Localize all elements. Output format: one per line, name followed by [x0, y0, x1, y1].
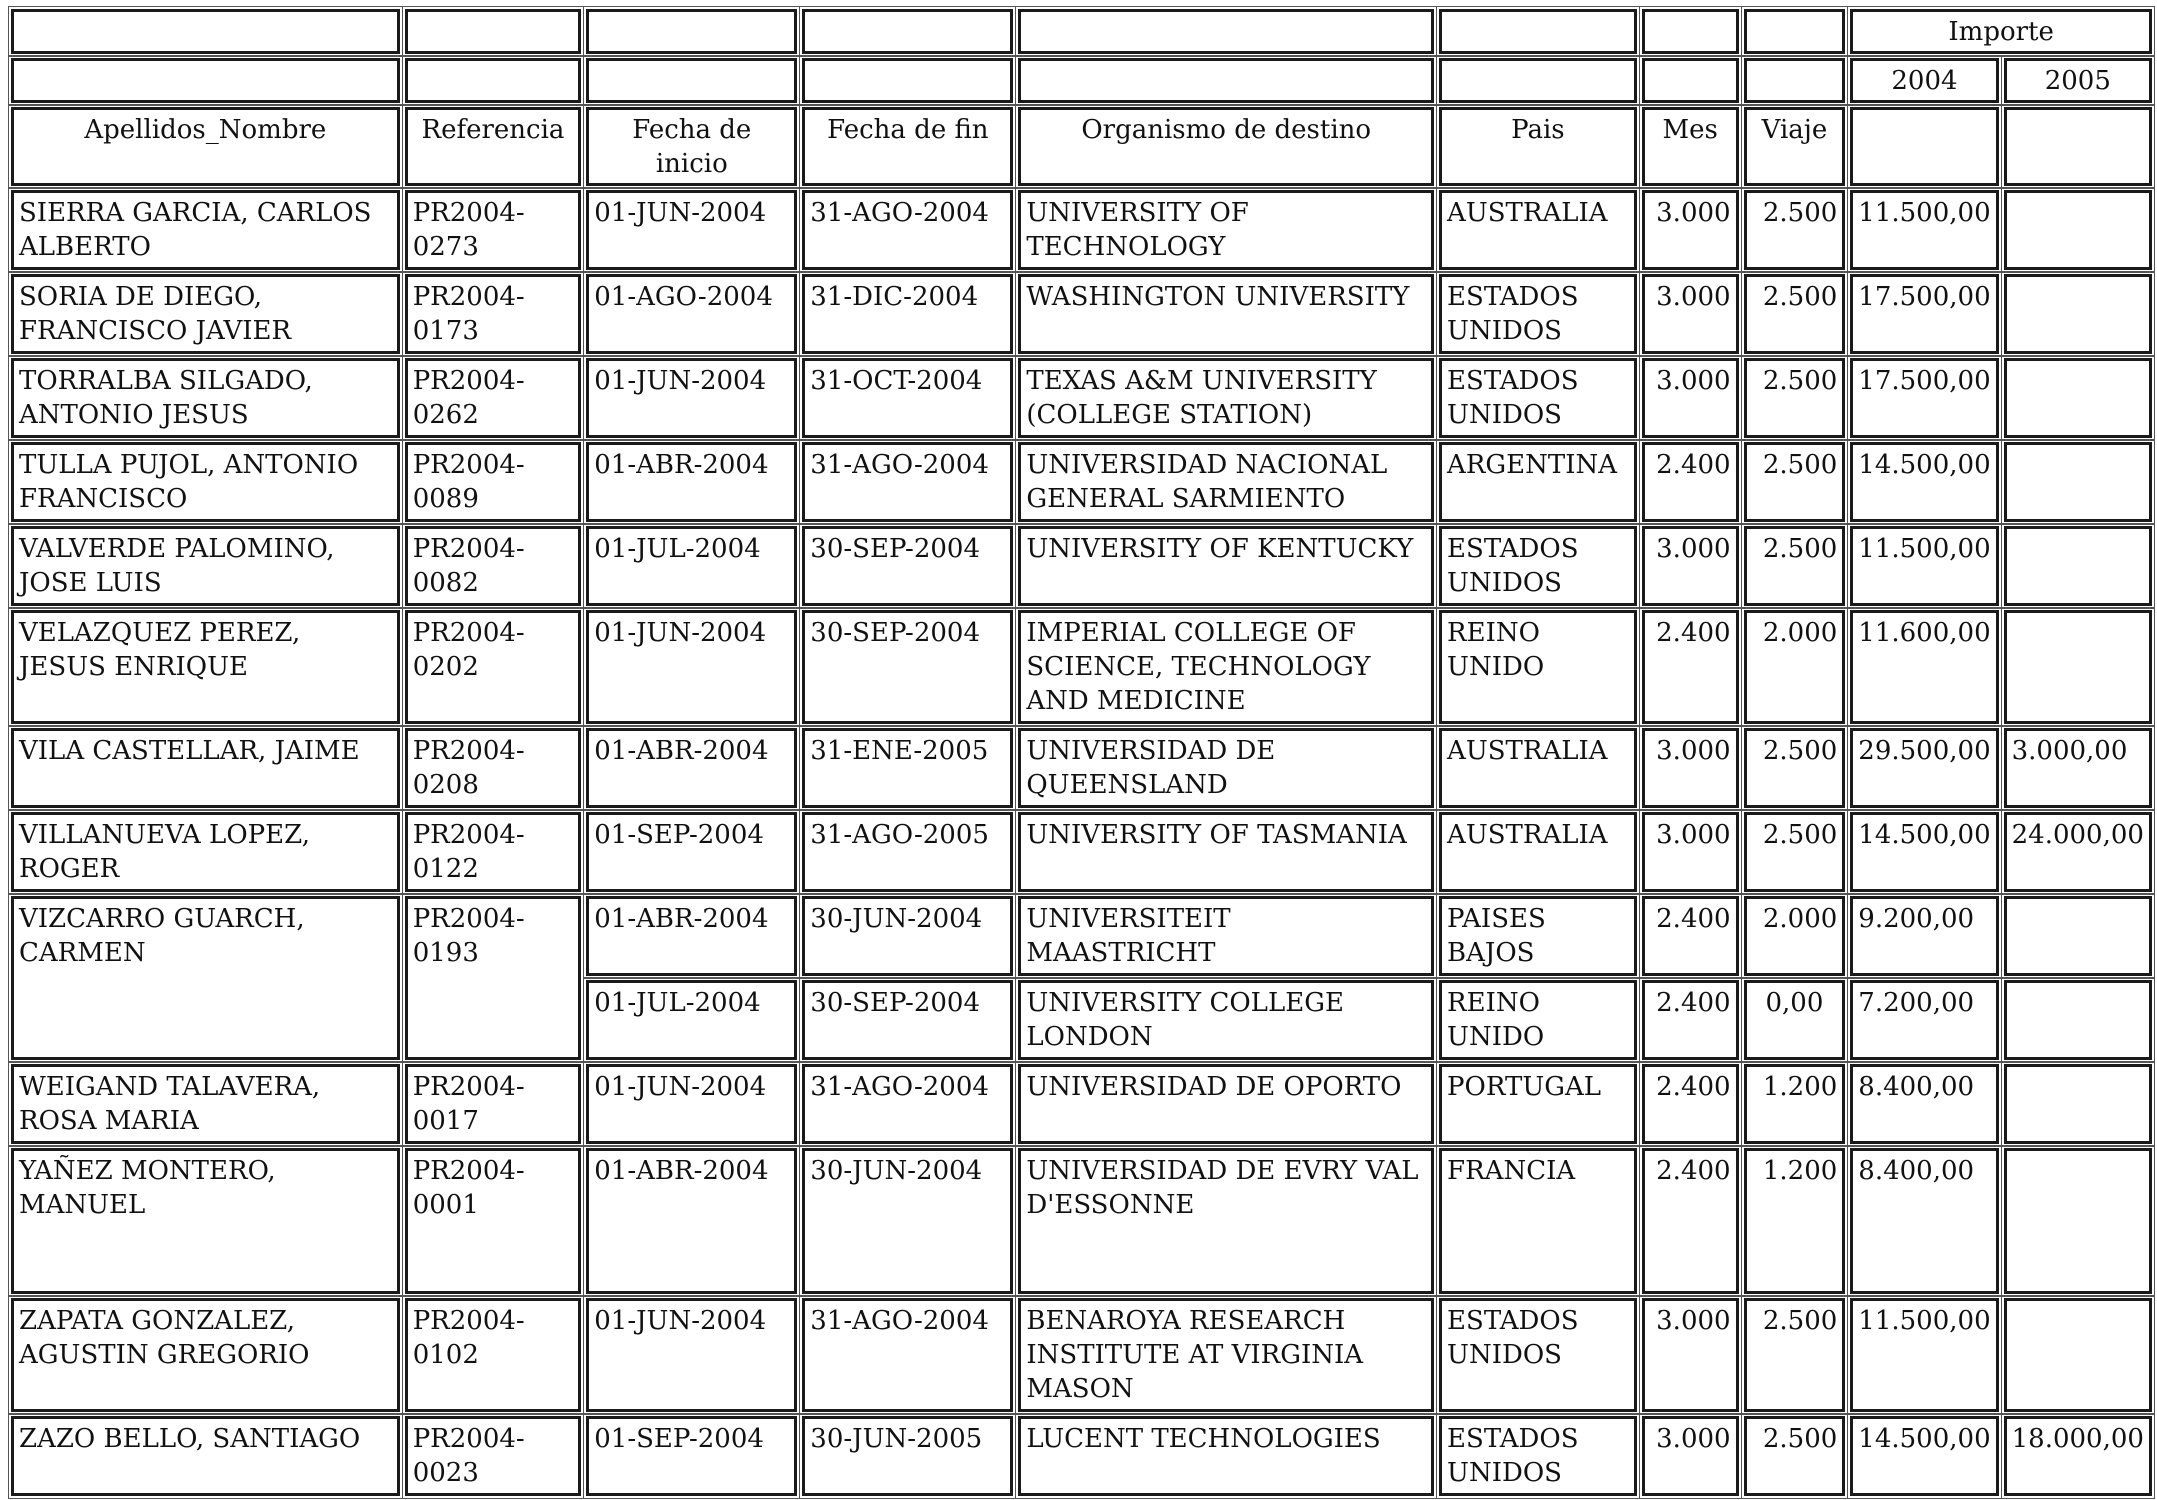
- cell-org: UNIVERSITY OF KENTUCKY: [1018, 526, 1434, 606]
- cell-mes: 3.000: [1642, 358, 1739, 438]
- cell-start: 01-JUL-2004: [586, 980, 797, 1060]
- cell-country: REINO UNIDO: [1439, 610, 1637, 724]
- cell-ref: PR2004-0082: [405, 526, 582, 606]
- cell-mes: 3.000: [1642, 812, 1739, 892]
- cell-ref: PR2004-0273: [405, 190, 582, 270]
- cell-ref: PR2004-0089: [405, 442, 582, 522]
- cell-name: TORRALBA SILGADO, ANTONIO JESUS: [11, 358, 400, 438]
- cell-viaje: 2.500: [1744, 526, 1846, 606]
- cell-start: 01-JUL-2004: [586, 526, 797, 606]
- empty-cell: [1439, 9, 1637, 54]
- cell-imp2005: [2004, 610, 2152, 724]
- cell-end: 30-JUN-2004: [802, 896, 1013, 976]
- cell-imp2005: [2004, 896, 2152, 976]
- cell-org: UNIVERSIDAD DE EVRY VAL D'ESSONNE: [1018, 1148, 1434, 1294]
- empty-cell: [802, 58, 1013, 103]
- cell-imp2004: 14.500,00: [1850, 812, 1998, 892]
- empty-cell: [11, 58, 400, 103]
- table-row: [11, 610, 2152, 724]
- cell-imp2004: 11.500,00: [1850, 1298, 1998, 1412]
- cell-org: UNIVERSIDAD NACIONAL GENERAL SARMIENTO: [1018, 442, 1434, 522]
- cell-viaje: 0,00: [1744, 980, 1846, 1060]
- cell-country: ESTADOS UNIDOS: [1439, 1416, 1637, 1496]
- empty-cell: [1018, 58, 1434, 103]
- cell-ref: PR2004-0193: [405, 896, 582, 1060]
- cell-org: LUCENT TECHNOLOGIES: [1018, 1416, 1434, 1496]
- cell-start: 01-JUN-2004: [586, 190, 797, 270]
- cell-org: UNIVERSIDAD DE OPORTO: [1018, 1064, 1434, 1144]
- col-header-country: Pais: [1439, 107, 1637, 186]
- grants-table: [6, 5, 2157, 1500]
- cell-mes: 3.000: [1642, 728, 1739, 808]
- cell-mes: 2.400: [1642, 980, 1739, 1060]
- cell-mes: 3.000: [1642, 274, 1739, 354]
- cell-imp2004: 17.500,00: [1850, 358, 1998, 438]
- cell-viaje: 2.500: [1744, 1298, 1846, 1412]
- empty-cell: [1744, 58, 1846, 103]
- col-header-org: Organismo de destino: [1018, 107, 1434, 186]
- col-header-viaje: Viaje: [1744, 107, 1846, 186]
- cell-end: 31-AGO-2004: [802, 1064, 1013, 1144]
- cell-imp2004: 11.500,00: [1850, 190, 1998, 270]
- cell-imp2005: [2004, 1148, 2152, 1294]
- cell-imp2005: [2004, 1298, 2152, 1412]
- cell-start: 01-JUN-2004: [586, 1064, 797, 1144]
- cell-end: 31-OCT-2004: [802, 358, 1013, 438]
- cell-end: 30-SEP-2004: [802, 610, 1013, 724]
- cell-mes: 3.000: [1642, 1298, 1739, 1412]
- cell-viaje: 2.500: [1744, 812, 1846, 892]
- cell-name: VIZCARRO GUARCH, CARMEN: [11, 896, 400, 1060]
- cell-mes: 3.000: [1642, 190, 1739, 270]
- cell-country: AUSTRALIA: [1439, 190, 1637, 270]
- cell-ref: PR2004-0202: [405, 610, 582, 724]
- year-2004-header: 2004: [1850, 58, 1998, 103]
- cell-country: PORTUGAL: [1439, 1064, 1637, 1144]
- cell-mes: 2.400: [1642, 442, 1739, 522]
- cell-name: YAÑEZ MONTERO, MANUEL: [11, 1148, 400, 1294]
- table-row: [11, 442, 2152, 522]
- cell-viaje: 2.500: [1744, 274, 1846, 354]
- cell-end: 30-JUN-2004: [802, 1148, 1013, 1294]
- cell-imp2004: 17.500,00: [1850, 274, 1998, 354]
- cell-viaje: 2.500: [1744, 1416, 1846, 1496]
- header-row-years: [11, 58, 2152, 103]
- cell-imp2004: 8.400,00: [1850, 1064, 1998, 1144]
- cell-imp2005: [2004, 526, 2152, 606]
- empty-cell: [586, 58, 797, 103]
- empty-cell: [1744, 9, 1846, 54]
- cell-imp2004: 14.500,00: [1850, 1416, 1998, 1496]
- empty-cell: [802, 9, 1013, 54]
- cell-imp2005: [2004, 190, 2152, 270]
- table-row: [11, 896, 2152, 976]
- cell-name: TULLA PUJOL, ANTONIO FRANCISCO: [11, 442, 400, 522]
- col-header-imp2005-blank: [2004, 107, 2152, 186]
- cell-name: WEIGAND TALAVERA, ROSA MARIA: [11, 1064, 400, 1144]
- cell-end: 31-ENE-2005: [802, 728, 1013, 808]
- cell-country: PAISES BAJOS: [1439, 896, 1637, 976]
- cell-country: ARGENTINA: [1439, 442, 1637, 522]
- cell-country: ESTADOS UNIDOS: [1439, 1298, 1637, 1412]
- cell-viaje: 2.500: [1744, 728, 1846, 808]
- cell-imp2004: 14.500,00: [1850, 442, 1998, 522]
- cell-end: 31-AGO-2004: [802, 1298, 1013, 1412]
- cell-imp2005: [2004, 1064, 2152, 1144]
- header-row-importe: [11, 9, 2152, 54]
- table-row: [11, 1298, 2152, 1412]
- cell-imp2004: 8.400,00: [1850, 1148, 1998, 1294]
- cell-imp2005: 3.000,00: [2004, 728, 2152, 808]
- cell-viaje: 2.500: [1744, 190, 1846, 270]
- cell-end: 30-SEP-2004: [802, 526, 1013, 606]
- empty-cell: [11, 9, 400, 54]
- table-row: [11, 1064, 2152, 1144]
- cell-mes: 2.400: [1642, 610, 1739, 724]
- cell-country: REINO UNIDO: [1439, 980, 1637, 1060]
- cell-name: ZAZO BELLO, SANTIAGO: [11, 1416, 400, 1496]
- cell-imp2005: [2004, 442, 2152, 522]
- cell-imp2005: 24.000,00: [2004, 812, 2152, 892]
- cell-viaje: 1.200: [1744, 1148, 1846, 1294]
- cell-ref: PR2004-0173: [405, 274, 582, 354]
- cell-imp2005: [2004, 980, 2152, 1060]
- table-row: [11, 526, 2152, 606]
- cell-mes: 3.000: [1642, 526, 1739, 606]
- cell-org: UNIVERSIDAD DE QUEENSLAND: [1018, 728, 1434, 808]
- empty-cell: [1642, 58, 1739, 103]
- cell-name: VILA CASTELLAR, JAIME: [11, 728, 400, 808]
- cell-start: 01-SEP-2004: [586, 1416, 797, 1496]
- cell-name: VALVERDE PALOMINO, JOSE LUIS: [11, 526, 400, 606]
- cell-end: 30-SEP-2004: [802, 980, 1013, 1060]
- cell-ref: PR2004-0122: [405, 812, 582, 892]
- cell-start: 01-AGO-2004: [586, 274, 797, 354]
- table-row: [11, 358, 2152, 438]
- empty-cell: [1642, 9, 1739, 54]
- cell-imp2005: [2004, 358, 2152, 438]
- cell-name: SIERRA GARCIA, CARLOS ALBERTO: [11, 190, 400, 270]
- cell-org: BENAROYA RESEARCH INSTITUTE AT VIRGINIA MASON: [1018, 1298, 1434, 1412]
- cell-start: 01-ABR-2004: [586, 442, 797, 522]
- table-row: [11, 190, 2152, 270]
- table-row: [11, 1416, 2152, 1496]
- cell-mes: 2.400: [1642, 896, 1739, 976]
- cell-end: 31-AGO-2005: [802, 812, 1013, 892]
- cell-org: UNIVERSITY OF TECHNOLOGY: [1018, 190, 1434, 270]
- cell-mes: 3.000: [1642, 1416, 1739, 1496]
- cell-imp2005: 18.000,00: [2004, 1416, 2152, 1496]
- column-header-row: [11, 107, 2152, 186]
- cell-end: 31-DIC-2004: [802, 274, 1013, 354]
- col-header-ref: Referencia: [405, 107, 582, 186]
- cell-org: WASHINGTON UNIVERSITY: [1018, 274, 1434, 354]
- cell-start: 01-JUN-2004: [586, 358, 797, 438]
- cell-start: 01-ABR-2004: [586, 896, 797, 976]
- table-row: [11, 274, 2152, 354]
- cell-viaje: 2.000: [1744, 610, 1846, 724]
- cell-country: ESTADOS UNIDOS: [1439, 274, 1637, 354]
- cell-imp2004: 9.200,00: [1850, 896, 1998, 976]
- empty-cell: [586, 9, 797, 54]
- cell-mes: 2.400: [1642, 1148, 1739, 1294]
- col-header-mes: Mes: [1642, 107, 1739, 186]
- col-header-imp2004-blank: [1850, 107, 1998, 186]
- cell-name: ZAPATA GONZALEZ, AGUSTIN GREGORIO: [11, 1298, 400, 1412]
- cell-country: FRANCIA: [1439, 1148, 1637, 1294]
- cell-imp2005: [2004, 274, 2152, 354]
- cell-viaje: 2.500: [1744, 358, 1846, 438]
- cell-org: UNIVERSITY OF TASMANIA: [1018, 812, 1434, 892]
- table-row: [11, 812, 2152, 892]
- cell-imp2004: 29.500,00: [1850, 728, 1998, 808]
- table-row: [11, 728, 2152, 808]
- cell-viaje: 2.000: [1744, 896, 1846, 976]
- cell-country: AUSTRALIA: [1439, 728, 1637, 808]
- cell-org: UNIVERSITEIT MAASTRICHT: [1018, 896, 1434, 976]
- cell-imp2004: 11.600,00: [1850, 610, 1998, 724]
- cell-start: 01-JUN-2004: [586, 610, 797, 724]
- cell-ref: PR2004-0017: [405, 1064, 582, 1144]
- cell-imp2004: 11.500,00: [1850, 526, 1998, 606]
- cell-ref: PR2004-0001: [405, 1148, 582, 1294]
- col-header-name: Apellidos_Nombre: [11, 107, 400, 186]
- cell-mes: 2.400: [1642, 1064, 1739, 1144]
- cell-name: SORIA DE DIEGO, FRANCISCO JAVIER: [11, 274, 400, 354]
- cell-ref: PR2004-0102: [405, 1298, 582, 1412]
- cell-org: TEXAS A&M UNIVERSITY (COLLEGE STATION): [1018, 358, 1434, 438]
- cell-end: 31-AGO-2004: [802, 442, 1013, 522]
- cell-country: ESTADOS UNIDOS: [1439, 358, 1637, 438]
- cell-ref: PR2004-0023: [405, 1416, 582, 1496]
- empty-cell: [1018, 9, 1434, 54]
- cell-imp2004: 7.200,00: [1850, 980, 1998, 1060]
- col-header-end: Fecha de fin: [802, 107, 1013, 186]
- cell-start: 01-ABR-2004: [586, 1148, 797, 1294]
- col-header-start: Fecha de inicio: [586, 107, 797, 186]
- cell-country: AUSTRALIA: [1439, 812, 1637, 892]
- cell-start: 01-JUN-2004: [586, 1298, 797, 1412]
- cell-org: IMPERIAL COLLEGE OF SCIENCE, TECHNOLOGY AND MEDICINE: [1018, 610, 1434, 724]
- cell-ref: PR2004-0208: [405, 728, 582, 808]
- cell-end: 31-AGO-2004: [802, 190, 1013, 270]
- cell-start: 01-SEP-2004: [586, 812, 797, 892]
- empty-cell: [1439, 58, 1637, 103]
- empty-cell: [405, 58, 582, 103]
- cell-viaje: 1.200: [1744, 1064, 1846, 1144]
- cell-name: VILLANUEVA LOPEZ, ROGER: [11, 812, 400, 892]
- importe-group-header: Importe: [1850, 9, 2152, 54]
- cell-viaje: 2.500: [1744, 442, 1846, 522]
- year-2005-header: 2005: [2004, 58, 2152, 103]
- cell-country: ESTADOS UNIDOS: [1439, 526, 1637, 606]
- table-row: [11, 1148, 2152, 1294]
- empty-cell: [405, 9, 582, 54]
- cell-name: VELAZQUEZ PEREZ, JESUS ENRIQUE: [11, 610, 400, 724]
- cell-start: 01-ABR-2004: [586, 728, 797, 808]
- cell-ref: PR2004-0262: [405, 358, 582, 438]
- cell-end: 30-JUN-2005: [802, 1416, 1013, 1496]
- cell-org: UNIVERSITY COLLEGE LONDON: [1018, 980, 1434, 1060]
